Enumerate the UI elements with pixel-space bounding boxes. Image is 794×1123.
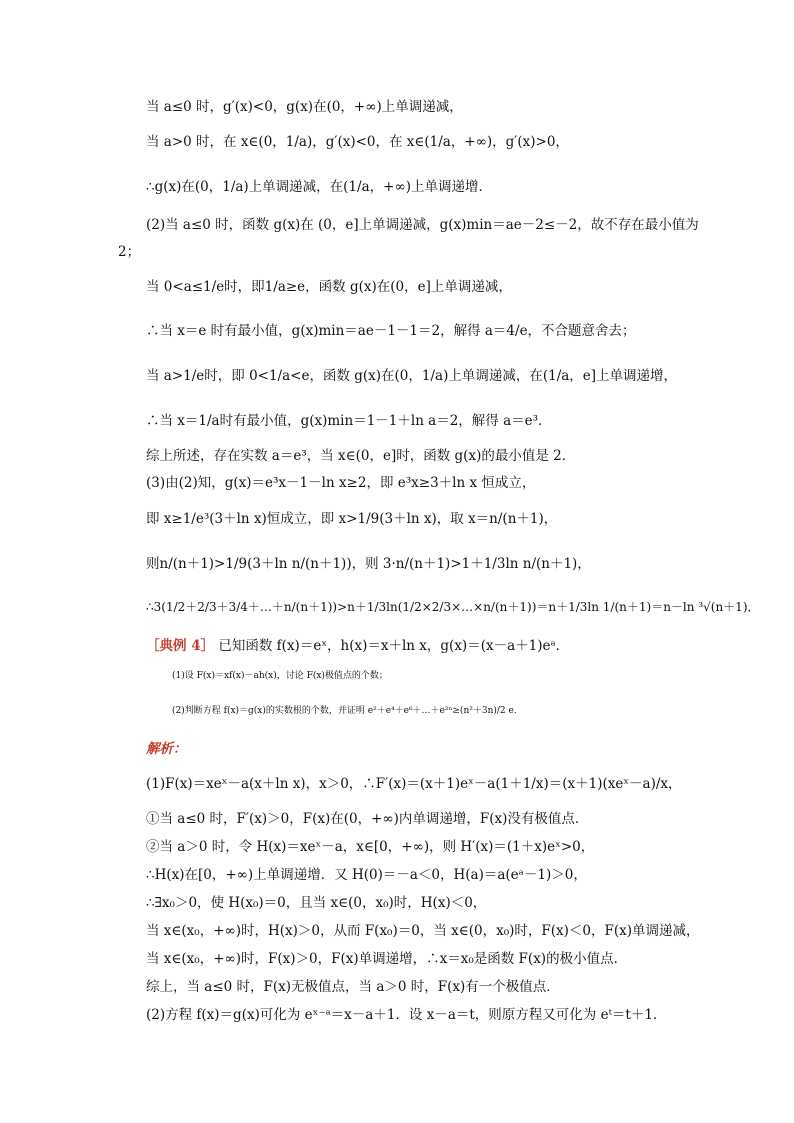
text-line: ∴g(x)在(0，1/a)上单调递减，在(1/a，+∞)上单调递增． [146,179,492,195]
text-line: 当 a>1/e时，即 0<1/a<e，函数 g(x)在(0，1/a)上单调递减，在(1/a，e]上单调递增， [146,368,678,384]
text-line: 即 x≥1/e³(3＋ln x)恒成立，即 x>1/9(3＋ln x)，取 x＝n/(n＋1)， [146,511,558,527]
analysis-label [146,740,756,758]
text-line: (3)由(2)知，g(x)＝e³x－1－ln x≥2，即 e³x≥3＋ln x 恒成立， [146,475,536,491]
text-line: ∴当 x＝1/a时有最小值，g(x)min＝1－1＋ln a＝2，解得 a＝e³． [146,413,552,429]
text-line: (2)判断方程 f(x)＝g(x)的实数根的个数，并证明 e²＋e⁴＋e⁶＋…＋e²ⁿ≥(n²＋3n)/2 e． [172,706,523,716]
text-line: ①当 a≤0 时，F′(x)＞0，F(x)在(0，+∞)内单调递增，F(x)没有极值点． [146,811,589,827]
text-line: ∴3(1/2＋2/3＋3/4＋…＋n/(n＋1))>n＋1/3ln(1/2×2/3×…×n/(n＋1))＝n＋1/3ln 1/(n＋1)＝n－ln ³√(n＋1)． [146,600,760,614]
text-line: 当 x∈(x₀，+∞)时，H(x)＞0，从而 F(x₀)＝0，当 x∈(0，x₀)时，F(x)＜0，F(x)单调递减， [146,923,700,939]
text-line: 2； [118,244,141,260]
text-line: 综上，当 a≤0 时，F(x)无极值点，当 a＞0 时，F(x)有一个极值点． [146,979,560,995]
text-line: 则n/(n＋1)>1/9(3＋ln n/(n＋1))，则 3·n/(n＋1)>1＋1/3ln n/(n＋1)， [146,556,591,572]
example-tag: ［典例 4］ [146,638,215,654]
example-statement: 已知函数 f(x)＝eˣ，h(x)＝x＋ln x，g(x)＝(x－a＋1)eᵃ． [218,638,570,654]
analysis-head: 解析： [146,741,187,757]
text-line: 综上所述，存在实数 a＝e³，当 x∈(0，e]时，函数 g(x)的最小值是 2． [146,448,576,464]
text-line: ∴H(x)在[0，+∞)上单调递增．又 H(0)＝－a＜0，H(a)＝a(eᵃ－1)＞0， [146,867,587,883]
text-line: ②当 a＞0 时，令 H(x)＝xeˣ－a，x∈[0，+∞)，则 H′(x)＝(1＋x)eˣ>0， [146,839,595,855]
text-line: (1)设 F(x)＝xf(x)－ah(x)，讨论 F(x)极值点的个数； [172,671,388,681]
example-heading [146,637,756,655]
text-line: (1)F(x)＝xeˣ－a(x＋ln x)，x＞0，∴F′(x)＝(x＋1)eˣ－a(1＋1/x)＝(x＋1)(xeˣ－a)/x， [146,776,682,792]
text-line: ∴∃x₀＞0，使 H(x₀)＝0，且当 x∈(0，x₀)时，H(x)＜0， [146,895,487,911]
text-line: 当 0<a≤1/e时，即1/a≥e，函数 g(x)在(0，e]上单调递减， [146,279,512,295]
text-line: 当 a≤0 时，g′(x)<0，g(x)在(0，+∞)上单调递减， [146,99,463,115]
text-line: (2)当 a≤0 时，函数 g(x)在 (0，e]上单调递减，g(x)min＝ae－2≤－2，故不存在最小值为 [146,217,699,233]
text-line: 当 x∈(x₀，+∞)时，F(x)＞0，F(x)单调递增，∴x＝x₀是函数 F(x)的极小值点． [146,951,628,967]
text-line: (2)方程 f(x)＝g(x)可化为 eˣ⁻ᵃ＝x－a＋1．设 x－a＝t，则原方程又可化为 eᵗ＝t＋1． [146,1007,667,1023]
text-line: ∴当 x＝e 时有最小值，g(x)min＝ae－1－1＝2，解得 a＝4/e，不合题意舍去； [146,323,636,339]
text-line: 当 a>0 时，在 x∈(0，1/a)，g′(x)<0，在 x∈(1/a，+∞)，g′(x)>0， [146,134,569,150]
